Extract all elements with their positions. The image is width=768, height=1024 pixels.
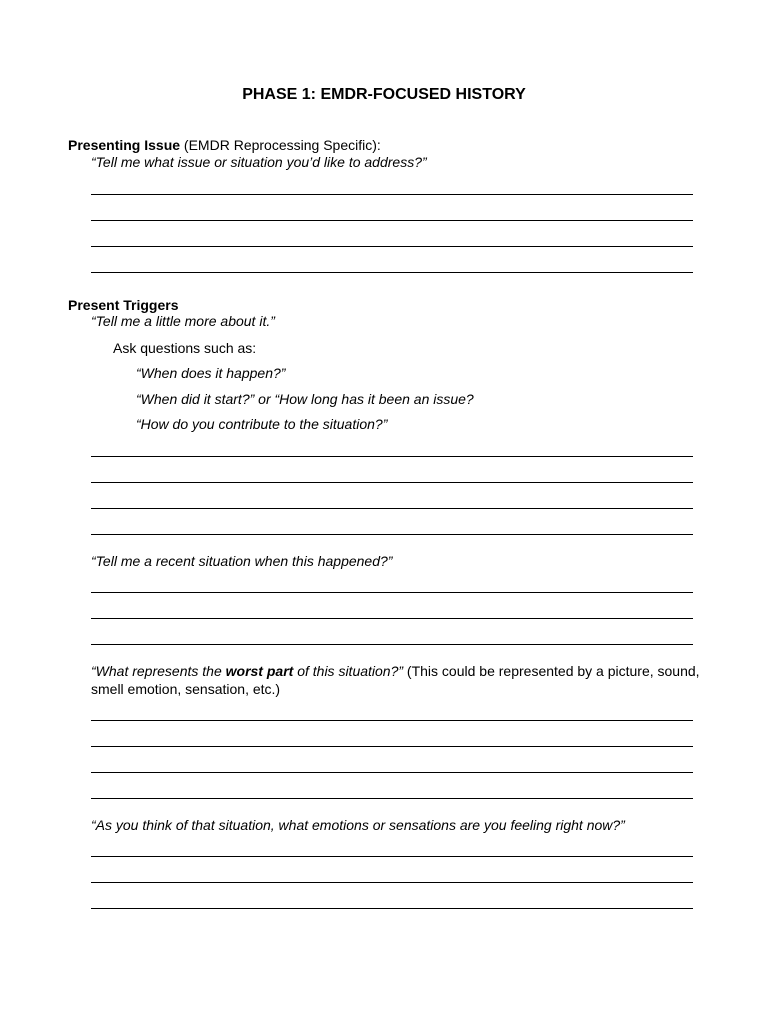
presenting-issue-prompt: “Tell me what issue or situation you’d like to address?” xyxy=(91,154,427,170)
presenting-issue-answer-line-4[interactable] xyxy=(91,272,693,273)
triggers-answer-line-4[interactable] xyxy=(91,534,693,535)
worst-part-answer-line-4[interactable] xyxy=(91,798,693,799)
presenting-issue-answer-line-3[interactable] xyxy=(91,246,693,247)
worst-part-emphasis: worst part xyxy=(225,663,294,679)
recent-situation-answer-line-2[interactable] xyxy=(91,618,693,619)
emotions-answer-line-1[interactable] xyxy=(91,856,693,857)
worst-part-answer-line-3[interactable] xyxy=(91,772,693,773)
worst-part-prompt xyxy=(91,662,701,698)
recent-situation-answer-line-3[interactable] xyxy=(91,644,693,645)
present-triggers-prompt: “Tell me a little more about it.” xyxy=(91,313,275,329)
recent-situation-prompt: “Tell me a recent situation when this happened?” xyxy=(91,553,393,569)
trigger-question-1: “When does it happen?” xyxy=(136,365,286,381)
presenting-issue-heading: Presenting Issue xyxy=(68,137,181,153)
emotions-answer-line-2[interactable] xyxy=(91,882,693,883)
emotions-answer-line-3[interactable] xyxy=(91,908,693,909)
page-title: PHASE 1: EMDR-FOCUSED HISTORY xyxy=(242,86,526,103)
presenting-issue-section xyxy=(68,137,381,154)
presenting-issue-answer-line-2[interactable] xyxy=(91,220,693,221)
presenting-issue-answer-line-1[interactable] xyxy=(91,194,693,195)
emotions-prompt: “As you think of that situation, what emotions or sensations are you feeling right now?” xyxy=(91,817,625,833)
worst-part-note: (This could be represented by a picture, sound, smell emotion, sensation, etc.) xyxy=(91,663,700,697)
triggers-answer-line-1[interactable] xyxy=(91,456,693,457)
triggers-answer-line-2[interactable] xyxy=(91,482,693,483)
trigger-question-3: “How do you contribute to the situation?” xyxy=(136,416,388,432)
present-triggers-heading: Present Triggers xyxy=(68,297,179,313)
worst-part-answer-line-1[interactable] xyxy=(91,720,693,721)
worst-part-answer-line-2[interactable] xyxy=(91,746,693,747)
worst-part-prompt-end: of this situation?” xyxy=(293,663,404,679)
presenting-issue-note: (EMDR Reprocessing Specific): xyxy=(180,137,381,153)
recent-situation-answer-line-1[interactable] xyxy=(91,592,693,593)
triggers-answer-line-3[interactable] xyxy=(91,508,693,509)
worst-part-prompt-start: “What represents the xyxy=(91,663,226,679)
trigger-question-2: “When did it start?” or “How long has it been an issue? xyxy=(136,391,474,407)
ask-questions-label: Ask questions such as: xyxy=(113,340,257,356)
